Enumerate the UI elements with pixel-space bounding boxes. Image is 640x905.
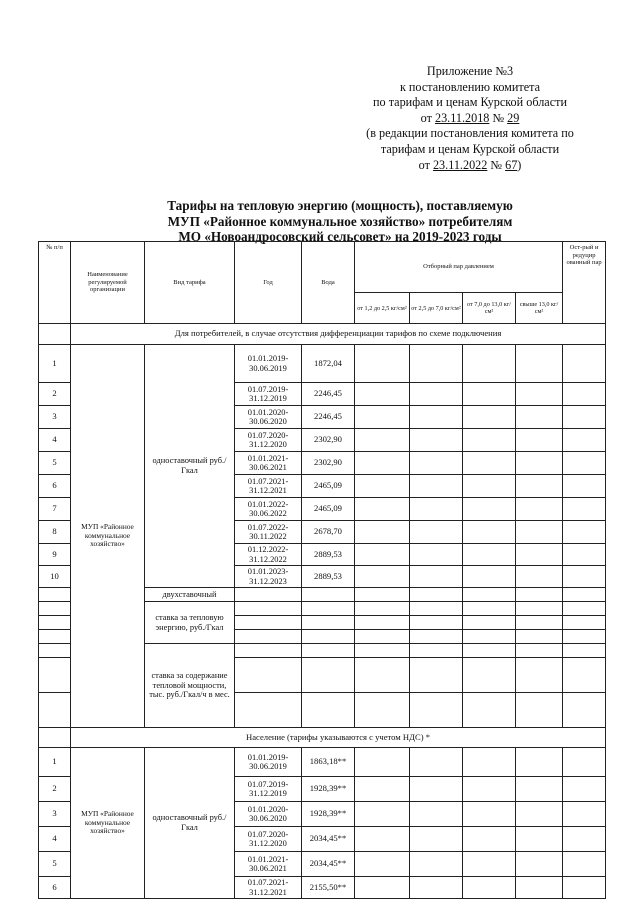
header-steam: Отборный пар давлением	[355, 242, 563, 293]
empty-cell	[410, 877, 463, 899]
empty-cell	[463, 748, 516, 777]
tariff-type: ставка за содержание тепловой мощности, тыс. руб./Гкал/ч в мес.	[145, 644, 235, 728]
empty-cell	[463, 345, 516, 383]
row-number: 4	[39, 827, 71, 852]
empty-cell	[302, 602, 355, 616]
decree-number: 29	[507, 110, 520, 125]
empty-cell	[563, 802, 606, 827]
empty-cell	[563, 630, 606, 644]
value-cell: 1872,04	[302, 345, 355, 383]
empty-cell	[516, 498, 563, 521]
empty-cell	[563, 644, 606, 658]
row-number: 3	[39, 802, 71, 827]
tariff-type: одноставочный руб./Гкал	[145, 748, 235, 899]
empty-cell	[355, 644, 410, 658]
row-number: 2	[39, 383, 71, 406]
empty-cell	[355, 521, 410, 544]
empty-cell	[463, 566, 516, 588]
row-number: 10	[39, 566, 71, 588]
title-line: Тарифы на тепловую энергию (мощность), поставляемую	[167, 198, 513, 213]
empty-cell	[463, 616, 516, 630]
empty-cell	[563, 521, 606, 544]
empty-cell	[516, 345, 563, 383]
value-cell: 2302,90	[302, 429, 355, 452]
empty-cell	[516, 877, 563, 899]
period-cell: 01.01.2019-30.06.2019	[235, 345, 302, 383]
empty-cell	[235, 602, 302, 616]
empty-cell	[39, 588, 71, 602]
period-cell: 01.07.2019-31.12.2019	[235, 777, 302, 802]
empty-cell	[355, 452, 410, 475]
empty-cell	[516, 475, 563, 498]
empty-cell	[355, 602, 410, 616]
period-cell: 01.01.2021-30.06.2021	[235, 452, 302, 475]
empty-cell	[355, 566, 410, 588]
empty-cell	[410, 406, 463, 429]
value-cell: 2246,45	[302, 406, 355, 429]
empty-cell	[563, 429, 606, 452]
empty-cell	[355, 693, 410, 728]
table-row	[39, 748, 606, 777]
table-row	[39, 345, 606, 383]
row-number: 5	[39, 452, 71, 475]
empty-cell	[516, 544, 563, 566]
empty-cell	[563, 452, 606, 475]
revision-date: 23.11.2022	[432, 157, 488, 172]
header-org: Наименование регулируемой организации	[71, 242, 145, 324]
empty-cell	[39, 658, 71, 693]
empty-cell	[516, 658, 563, 693]
empty-cell	[463, 544, 516, 566]
empty-cell	[563, 475, 606, 498]
empty-cell	[516, 644, 563, 658]
empty-cell	[39, 728, 71, 748]
empty-cell	[410, 658, 463, 693]
value-cell: 2155,50**	[302, 877, 355, 899]
empty-cell	[355, 802, 410, 827]
period-cell: 01.07.2020-31.12.2020	[235, 827, 302, 852]
empty-cell	[563, 345, 606, 383]
empty-cell	[302, 658, 355, 693]
appendix-line: тарифам и ценам Курской области	[380, 141, 560, 156]
empty-cell	[355, 748, 410, 777]
header-water: Вода	[302, 242, 355, 324]
value-cell: 2465,09	[302, 475, 355, 498]
empty-cell	[516, 748, 563, 777]
row-number: 9	[39, 544, 71, 566]
empty-cell	[563, 383, 606, 406]
empty-cell	[463, 777, 516, 802]
row-number: 2	[39, 777, 71, 802]
empty-cell	[410, 630, 463, 644]
header-kind: Вид тарифа	[145, 242, 235, 324]
period-cell: 01.01.2020-30.06.2020	[235, 802, 302, 827]
value-cell: 1928,39**	[302, 802, 355, 827]
empty-cell	[516, 521, 563, 544]
header-num: № п/п	[39, 242, 71, 324]
row-number: 4	[39, 429, 71, 452]
appendix-text: от	[418, 157, 433, 172]
period-cell: 01.01.2023-31.12.2023	[235, 566, 302, 588]
empty-cell	[563, 852, 606, 877]
empty-cell	[410, 827, 463, 852]
empty-cell	[410, 475, 463, 498]
empty-cell	[235, 616, 302, 630]
empty-cell	[463, 852, 516, 877]
revision-number: 67	[505, 157, 518, 172]
value-cell: 2034,45**	[302, 827, 355, 852]
empty-cell	[355, 383, 410, 406]
empty-cell	[410, 777, 463, 802]
period-cell: 01.07.2022-30.11.2022	[235, 521, 302, 544]
empty-cell	[516, 777, 563, 802]
appendix-block	[340, 64, 600, 173]
empty-cell	[563, 877, 606, 899]
empty-cell	[516, 616, 563, 630]
empty-cell	[355, 406, 410, 429]
empty-cell	[516, 429, 563, 452]
section-row	[39, 728, 606, 748]
empty-cell	[410, 544, 463, 566]
empty-cell	[463, 475, 516, 498]
value-cell: 2889,53	[302, 566, 355, 588]
empty-cell	[39, 616, 71, 630]
empty-cell	[463, 452, 516, 475]
empty-cell	[39, 693, 71, 728]
tariff-type: двухставочный	[145, 588, 235, 602]
empty-cell	[563, 406, 606, 429]
empty-cell	[355, 852, 410, 877]
empty-cell	[563, 588, 606, 602]
empty-cell	[463, 602, 516, 616]
empty-cell	[410, 588, 463, 602]
empty-cell	[355, 616, 410, 630]
header-pressure-1: от 1,2 до 2,5 кг/см²	[355, 293, 410, 324]
document-title	[60, 198, 620, 245]
appendix-text: №	[487, 157, 506, 172]
empty-cell	[355, 498, 410, 521]
empty-cell	[516, 602, 563, 616]
empty-cell	[463, 877, 516, 899]
empty-cell	[302, 588, 355, 602]
appendix-line: к постановлению комитета	[399, 79, 541, 94]
empty-cell	[355, 544, 410, 566]
empty-cell	[410, 521, 463, 544]
empty-cell	[516, 566, 563, 588]
header-pressure-2: от 2,5 до 7,0 кг/см²	[410, 293, 463, 324]
period-cell: 01.07.2021-31.12.2021	[235, 877, 302, 899]
empty-cell	[463, 429, 516, 452]
empty-cell	[39, 644, 71, 658]
empty-cell	[235, 644, 302, 658]
row-number: 1	[39, 748, 71, 777]
empty-cell	[355, 827, 410, 852]
appendix-text: №	[489, 110, 508, 125]
period-cell: 01.07.2021-31.12.2021	[235, 475, 302, 498]
period-cell: 01.07.2019-31.12.2019	[235, 383, 302, 406]
empty-cell	[355, 345, 410, 383]
empty-cell	[39, 324, 71, 345]
empty-cell	[410, 383, 463, 406]
empty-cell	[516, 827, 563, 852]
empty-cell	[39, 630, 71, 644]
empty-cell	[563, 748, 606, 777]
empty-cell	[355, 475, 410, 498]
empty-cell	[235, 630, 302, 644]
empty-cell	[463, 644, 516, 658]
org-name: МУП «Районное коммунальное хозяйство»	[71, 748, 145, 899]
empty-cell	[302, 630, 355, 644]
empty-cell	[463, 630, 516, 644]
empty-cell	[410, 852, 463, 877]
period-cell: 01.01.2020-30.06.2020	[235, 406, 302, 429]
empty-cell	[516, 406, 563, 429]
period-cell: 01.07.2020-31.12.2020	[235, 429, 302, 452]
empty-cell	[463, 658, 516, 693]
empty-cell	[235, 658, 302, 693]
empty-cell	[516, 588, 563, 602]
header-row	[39, 242, 606, 293]
empty-cell	[355, 658, 410, 693]
title-line: МО «Новоандросовский сельсовет» на 2019-2023 годы	[178, 229, 502, 244]
section-row	[39, 324, 606, 345]
empty-cell	[410, 802, 463, 827]
appendix-line	[340, 158, 600, 174]
empty-cell	[516, 630, 563, 644]
empty-cell	[410, 498, 463, 521]
empty-cell	[516, 383, 563, 406]
empty-cell	[563, 566, 606, 588]
value-cell: 2465,09	[302, 498, 355, 521]
value-cell: 1928,39**	[302, 777, 355, 802]
empty-cell	[563, 777, 606, 802]
row-number: 8	[39, 521, 71, 544]
empty-cell	[410, 345, 463, 383]
empty-cell	[410, 748, 463, 777]
empty-cell	[463, 588, 516, 602]
empty-cell	[410, 644, 463, 658]
empty-cell	[355, 588, 410, 602]
value-cell: 2034,45**	[302, 852, 355, 877]
empty-cell	[463, 802, 516, 827]
empty-cell	[410, 452, 463, 475]
empty-cell	[235, 588, 302, 602]
empty-cell	[355, 777, 410, 802]
value-cell: 2889,53	[302, 544, 355, 566]
period-cell: 01.01.2019-30.06.2019	[235, 748, 302, 777]
section-title: Для потребителей, в случае отсутствия дифференциации тарифов по схеме подключения	[71, 324, 606, 345]
value-cell: 2302,90	[302, 452, 355, 475]
period-cell: 01.01.2022-30.06.2022	[235, 498, 302, 521]
period-cell: 01.12.2022-31.12.2022	[235, 544, 302, 566]
org-name: МУП «Районное коммунальное хозяйство»	[71, 345, 145, 728]
appendix-line: (в редакции постановления комитета по	[366, 126, 574, 141]
empty-cell	[463, 693, 516, 728]
empty-cell	[563, 498, 606, 521]
header-sharp-steam: Ост-рый и редуцир ованный пар	[563, 242, 606, 324]
empty-cell	[563, 827, 606, 852]
period-cell: 01.01.2021-30.06.2021	[235, 852, 302, 877]
value-cell: 1863,18**	[302, 748, 355, 777]
section-title: Население (тарифы указываются с учетом НДС) *	[71, 728, 606, 748]
empty-cell	[302, 616, 355, 630]
empty-cell	[410, 693, 463, 728]
empty-cell	[235, 693, 302, 728]
empty-cell	[516, 452, 563, 475]
appendix-text: от	[420, 110, 435, 125]
header-year: Год	[235, 242, 302, 324]
empty-cell	[463, 827, 516, 852]
empty-cell	[463, 406, 516, 429]
empty-cell	[463, 521, 516, 544]
row-number: 1	[39, 345, 71, 383]
empty-cell	[302, 644, 355, 658]
empty-cell	[410, 566, 463, 588]
empty-cell	[516, 852, 563, 877]
row-number: 3	[39, 406, 71, 429]
header-pressure-3: от 7,0 до 13,0 кг/см²	[463, 293, 516, 324]
tariff-type: ставка за тепловую энергию, руб./Гкал	[145, 602, 235, 644]
empty-cell	[463, 498, 516, 521]
appendix-line: Приложение №3	[426, 64, 514, 78]
row-number: 6	[39, 877, 71, 899]
appendix-line	[340, 111, 600, 127]
title-line: МУП «Районное коммунальное хозяйство» потребителям	[167, 213, 513, 229]
empty-cell	[563, 602, 606, 616]
empty-cell	[563, 544, 606, 566]
empty-cell	[516, 693, 563, 728]
empty-cell	[410, 429, 463, 452]
appendix-line: по тарифам и ценам Курской области	[373, 95, 567, 110]
empty-cell	[516, 802, 563, 827]
value-cell: 2246,45	[302, 383, 355, 406]
empty-cell	[410, 602, 463, 616]
empty-cell	[563, 616, 606, 630]
empty-cell	[410, 616, 463, 630]
empty-cell	[355, 429, 410, 452]
tariff-type: одноставочный руб./Гкал	[145, 345, 235, 588]
header-pressure-4: свыше 13,0 кг/см²	[516, 293, 563, 324]
value-cell: 2678,70	[302, 521, 355, 544]
decree-date: 23.11.2018	[434, 110, 490, 125]
empty-cell	[39, 602, 71, 616]
empty-cell	[302, 693, 355, 728]
row-number: 5	[39, 852, 71, 877]
empty-cell	[463, 383, 516, 406]
row-number: 6	[39, 475, 71, 498]
empty-cell	[563, 693, 606, 728]
empty-cell	[563, 658, 606, 693]
empty-cell	[355, 630, 410, 644]
tariff-table	[38, 241, 606, 899]
empty-cell	[355, 877, 410, 899]
appendix-text: )	[517, 157, 522, 172]
row-number: 7	[39, 498, 71, 521]
